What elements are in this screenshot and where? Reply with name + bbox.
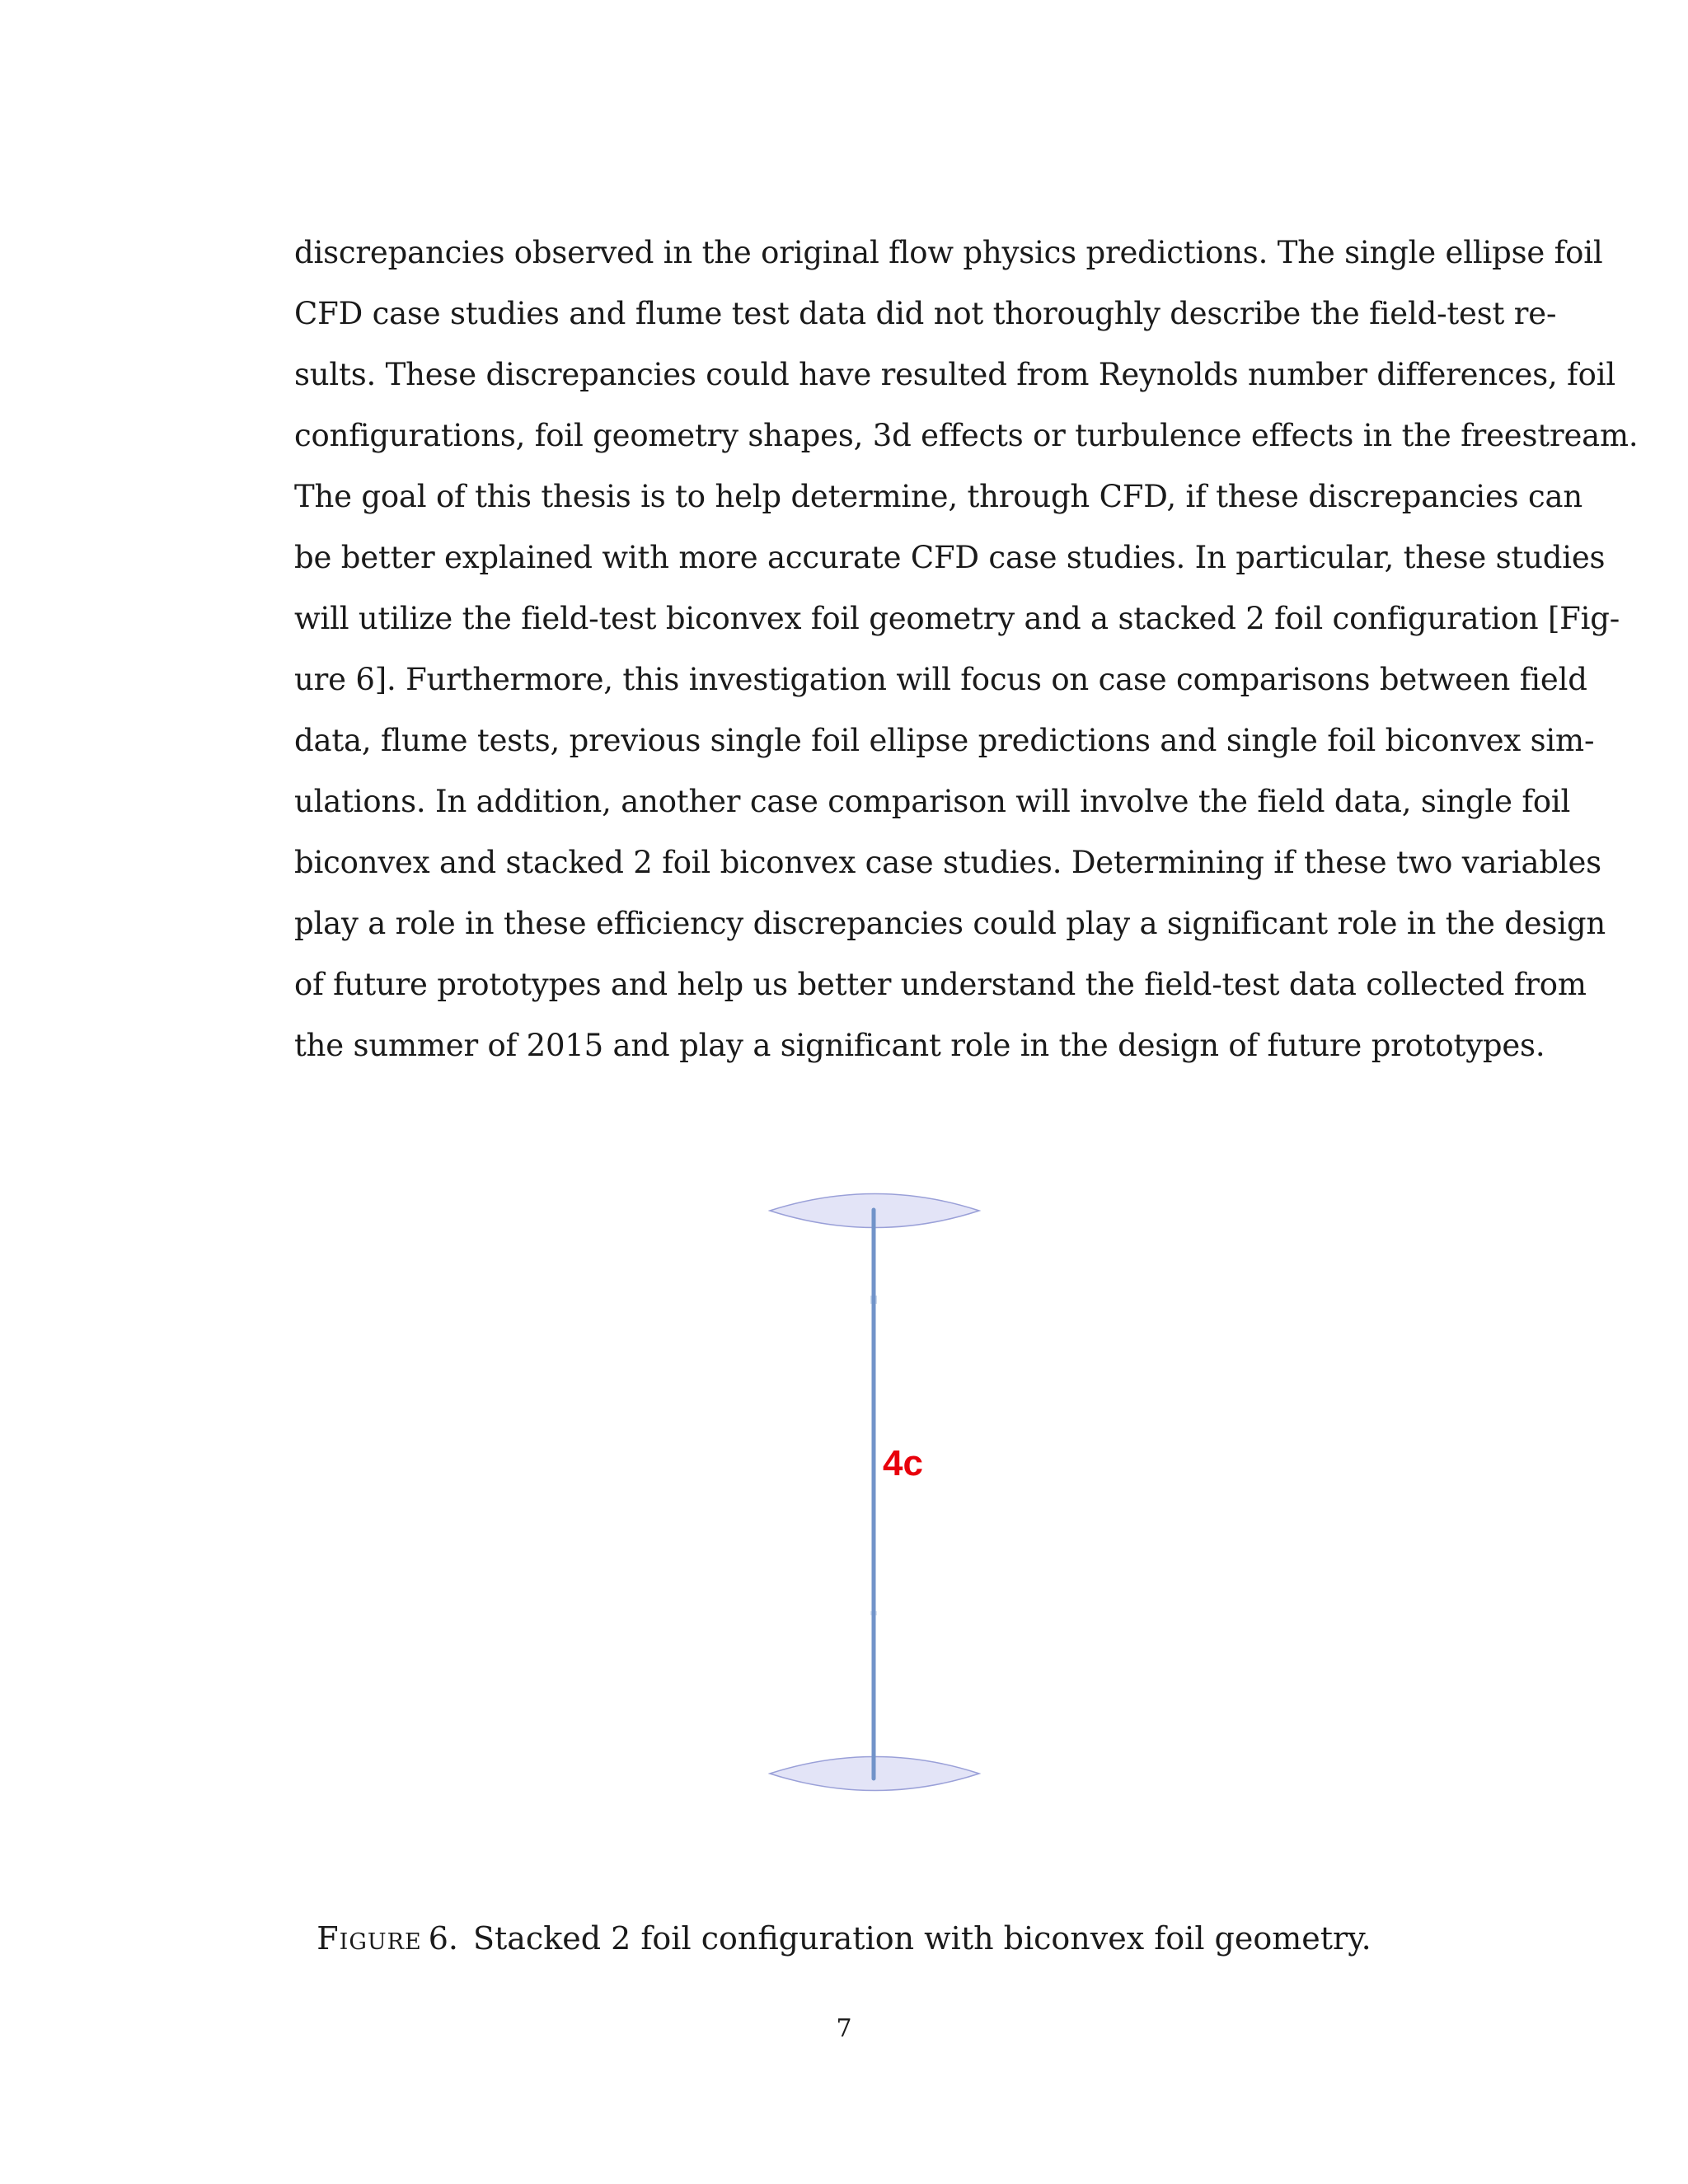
text-line: of future prototypes and help us better understand the field-test data collected from (294, 967, 1587, 1002)
text-line: configurations, foil geometry shapes, 3d effects or turbulence effects in the freestream. (294, 418, 1639, 453)
spacing-label: 4c (883, 1443, 923, 1483)
text-line: will utilize the field-test biconvex foil geometry and a stacked 2 foil configuration [Fig- (294, 601, 1620, 636)
text-line: data, flume tests, previous single foil ellipse predictions and single foil biconvex sim- (294, 723, 1595, 758)
caption-text: Stacked 2 foil configuration with biconvex foil geometry. (472, 1920, 1372, 1957)
text-line: be better explained with more accurate CFD case studies. In particular, these studies (294, 540, 1606, 575)
text-line: sults. These discrepancies could have resulted from Reynolds number differences, foil (294, 357, 1615, 392)
page-number: 7 (836, 2014, 852, 2043)
caption-label: Figure (316, 1920, 422, 1957)
text-line: ulations. In addition, another case comparison will involve the field data, single foil (294, 784, 1571, 819)
caption-number: 6. (428, 1920, 458, 1957)
text-line: play a role in these efficiency discrepancies could play a significant role in the design (294, 906, 1606, 941)
foil-diagram (742, 1187, 989, 1813)
text-line: discrepancies observed in the original flow physics predictions. The single ellipse foil (294, 235, 1603, 270)
stacked-foil-figure (742, 1187, 989, 1813)
body-paragraph (294, 223, 1639, 1076)
figure-caption (0, 1914, 1688, 1963)
text-line: The goal of this thesis is to help determine, through CFD, if these discrepancies can (294, 479, 1582, 514)
text-line: ure 6]. Furthermore, this investigation will focus on case comparisons between field (294, 662, 1587, 697)
text-line: the summer of 2015 and play a significant role in the design of future prototypes. (294, 1028, 1545, 1063)
text-line: biconvex and stacked 2 foil biconvex case studies. Determining if these two variables (294, 845, 1601, 880)
text-line: CFD case studies and flume test data did not thoroughly describe the field-test re- (294, 296, 1557, 331)
